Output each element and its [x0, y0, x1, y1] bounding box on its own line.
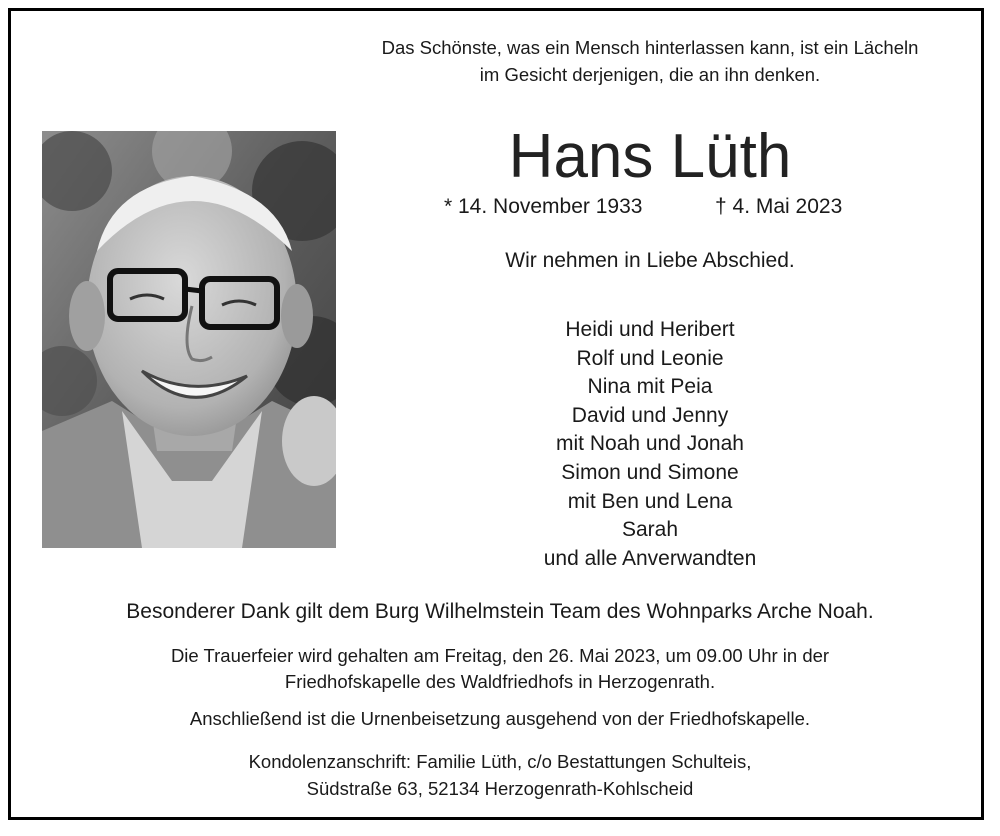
memorial-quote: [300, 34, 1000, 88]
mourner-entry: Sarah: [621, 518, 679, 542]
quote-line-1: Das Schönste, was ein Mensch hinterlassen kann, ist ein Lächeln: [381, 37, 919, 58]
mourner-entry: Rolf und Leonie: [576, 346, 724, 370]
mourner-entry: mit Noah und Jonah: [556, 432, 744, 456]
mourners-list: [450, 316, 850, 573]
urn-line: Anschließend ist die Urnenbeisetzung ausgehend von der Friedhofskapelle.: [189, 708, 811, 729]
mourner-entry: David und Jenny: [571, 403, 729, 427]
mourner-entry: Heidi und Heribert: [565, 318, 735, 341]
mourner-entry: Simon und Simone: [561, 460, 739, 484]
service-line-2: Friedhofskapelle des Waldfriedhofs in Herzogenrath.: [284, 671, 716, 692]
farewell-text: Wir nehmen in Liebe Abschied.: [505, 249, 795, 272]
death-date: † 4. Mai 2023: [715, 195, 843, 218]
address-line-2: Südstraße 63, 52134 Herzogenrath-Kohlscheid: [306, 778, 694, 799]
urn-burial-info: [0, 706, 1000, 732]
service-line-1: Die Trauerfeier wird gehalten am Freitag, den 26. Mai 2023, um 09.00 Uhr in der: [170, 645, 830, 666]
deceased-name: Hans Lüth: [508, 122, 792, 191]
special-thanks: Besonderer Dank gilt dem Burg Wilhelmstein Team des Wohnparks Arche Noah.: [126, 600, 874, 623]
mourner-entry: mit Ben und Lena: [567, 489, 733, 513]
mourner-entry: Nina mit Peia: [587, 375, 713, 399]
condolence-address: [0, 748, 1000, 802]
address-line-1: Kondolenzanschrift: Familie Lüth, c/o Bestattungen Schulteis,: [248, 751, 752, 772]
portrait-photo: [42, 131, 336, 548]
birth-date: * 14. November 1933: [444, 195, 643, 218]
funeral-service-info: [0, 643, 1000, 695]
mourner-entry: und alle Anverwandten: [543, 546, 757, 570]
quote-line-2: im Gesicht derjenigen, die an ihn denken.: [479, 64, 821, 85]
